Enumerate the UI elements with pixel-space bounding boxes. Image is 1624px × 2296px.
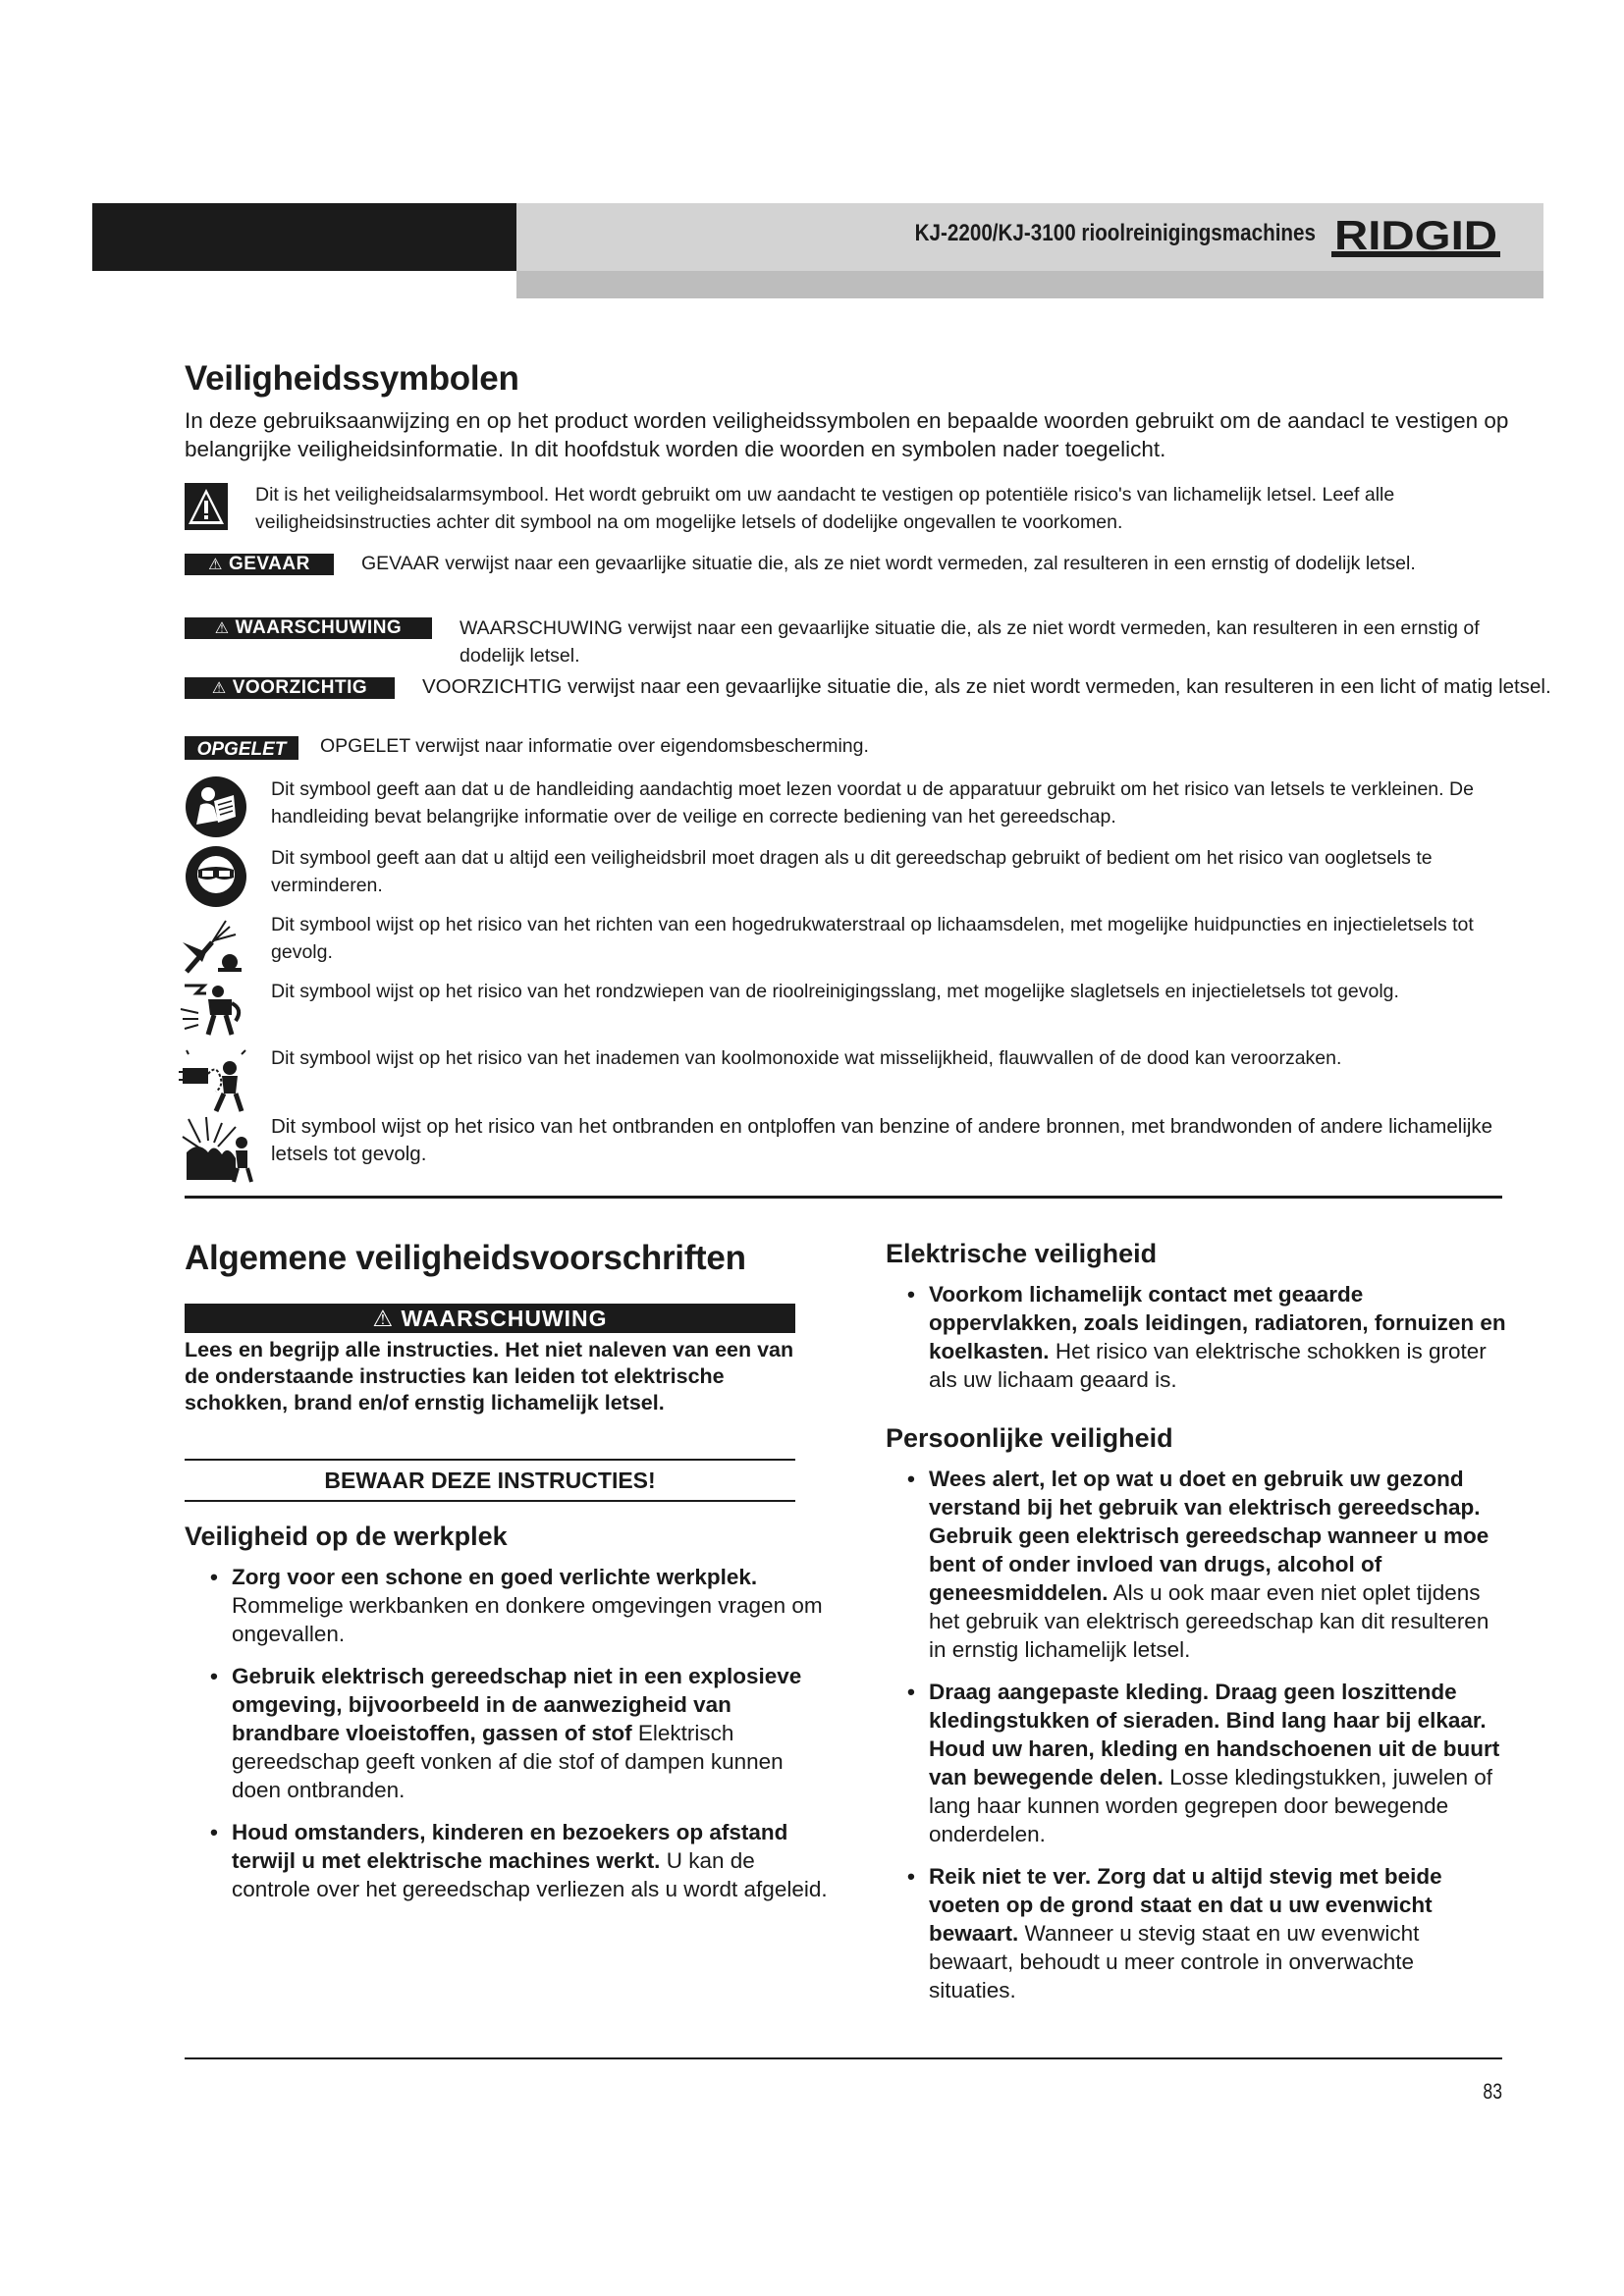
hose-whip-icon	[175, 976, 253, 1045]
water-jet-text: Dit symbool wijst op het risico van het richten van een hogedrukwaterstraal op lichaamsdelen, met mogelijke huidpuncties en injectieletsels tot gevolg.	[271, 914, 1474, 963]
signal-gevaar-label: ⚠ GEVAAR	[185, 554, 334, 575]
subheading-personal: Persoonlijke veiligheid	[886, 1423, 1173, 1453]
warning-triangle-icon: ⚠	[372, 1306, 402, 1331]
list-item: • Draag aangepaste kleding. Draag geen loszittende kledingstukken of sieraden. Bind lang haar bij elkaar. Houd uw haren, kleding en handschoenen uit de buurt van bewegende delen. Losse kledingstukken, juwelen of lang haar kunnen worden gegrepen door bewegende onderdelen.	[905, 1678, 1506, 1848]
ridgid-logo	[1331, 212, 1500, 259]
list-item: • Gebruik elektrisch gereedschap niet in een explosieve omgeving, bijvoorbeeld in de aanwezigheid van brandbare vloeistoffen, gassen of stof Elektrisch gereedschap geeft vonken af die stof of dampen kunnen doen ontbranden.	[208, 1662, 829, 1804]
safety-glasses-icon	[185, 844, 247, 914]
warning-text: Lees en begrijp alle instructies. Het niet naleven van een van de onderstaande instructies kan leiden tot elektrische schokken, brand en/of ernstig lichamelijk letsel.	[185, 1338, 794, 1415]
warning-triangle-icon: ⚠	[211, 680, 227, 697]
water-jet-icon	[179, 913, 249, 983]
header-title: KJ-2200/KJ-3100 rioolreinigingsmachines	[914, 220, 1316, 246]
subheading-electrical: Elektrische veiligheid	[886, 1239, 1158, 1268]
explosion-icon	[179, 1113, 255, 1189]
personal-list	[905, 1465, 1506, 2018]
safety-alert-icon	[185, 483, 228, 535]
warning-bar: ⚠ WAARSCHUWING	[185, 1304, 795, 1333]
hose-whip-text: Dit symbool wijst op het risico van het rondzwiepen van de rioolreinigingsslang, met mogelijke slagletsels en injectieletsels tot gevolg.	[271, 981, 1399, 1002]
signal-voorzichtig-text: VOORZICHTIG verwijst naar een gevaarlijke situatie die, als ze niet wordt vermeden, kan resulteren in een licht of matig letsel.	[422, 675, 1551, 698]
page-number: 83	[1483, 2079, 1502, 2104]
carbon-monoxide-icon	[177, 1046, 255, 1120]
list-item: • Zorg voor een schone en goed verlichte werkplek. Rommelige werkbanken en donkere omgevingen vragen om ongevallen.	[208, 1563, 829, 1648]
electrical-list	[905, 1280, 1506, 1408]
list-item: • Wees alert, let op wat u doet en gebruik uw gezond verstand bij het gebruik van elektrisch gereedschap. Gebruik geen elektrisch gereedschap wanneer u moe bent of onder invloed van drugs, alcohol of geneesmiddelen. Als u ook maar even niet oplet tijdens het gebruik van elektrisch gereedschap kan dit resulteren in ernstig lichamelijk letsel.	[905, 1465, 1506, 1664]
read-manual-icon	[185, 775, 247, 843]
section-heading-general: Algemene veiligheidsvoorschriften	[185, 1239, 746, 1277]
list-item: • Reik niet te ver. Zorg dat u altijd stevig met beide voeten op de grond staat en dat u uw evenwicht bewaart. Wanneer u stevig staat en uw evenwicht bewaart, behoudt u meer controle in onverwachte situaties.	[905, 1862, 1506, 2004]
signal-voorzichtig-label: ⚠ VOORZICHTIG	[185, 677, 395, 699]
safety-glasses-text: Dit symbool geeft aan dat u altijd een veiligheidsbril moet dragen als u dit gereedschap gebruikt of bedient om het risico van oogletsels te verminderen.	[271, 847, 1433, 896]
list-item: • Voorkom lichamelijk contact met geaarde oppervlakken, zoals leidingen, radiatoren, fornuizen en koelkasten. Het risico van elektrische schokken is groter als uw lichaam geaard is.	[905, 1280, 1506, 1394]
ridgid-logo-text: RIDGID	[1334, 212, 1497, 258]
workplace-list	[208, 1563, 829, 1917]
footer-rule	[185, 2057, 1502, 2059]
subheading-workplace: Veiligheid op de werkplek	[185, 1522, 508, 1551]
list-item: • Houd omstanders, kinderen en bezoekers op afstand terwijl u met elektrische machines werkt. U kan de controle over het gereedschap verliezen als u wordt afgeleid.	[208, 1818, 829, 1903]
signal-opgelet-label: OPGELET	[185, 736, 298, 760]
save-instructions-banner: BEWAAR DEZE INSTRUCTIES!	[185, 1459, 795, 1502]
explosion-text: Dit symbool wijst op het risico van het ontbranden en ontploffen van benzine of andere bronnen, met brandwonden of andere lichamelijke letsels tot gevolg.	[271, 1115, 1493, 1165]
section-heading-symbols: Veiligheidssymbolen	[185, 359, 519, 398]
read-manual-text: Dit symbool geeft aan dat u de handleiding aandachtig moet lezen voordat u de apparatuur gebruikt om het risico van letsels te verkleinen. De handleiding bevat belangrijke informatie over de veilige en correcte bediening van het gereedschap.	[271, 778, 1474, 828]
alert-description: Dit is het veiligheidsalarmsymbool. Het wordt gebruikt om uw aandacht te vestigen op potentiële risico's van lichamelijk letsel. Leef alle veiligheidsinstructies achter dit symbool na om mogelijke letsels of dodelijke ongevallen te voorkomen.	[255, 484, 1395, 533]
carbon-monoxide-text: Dit symbool wijst op het risico van het inademen van koolmonoxide wat misselijkheid, flauwvallen of de dood kan veroorzaken.	[271, 1047, 1342, 1069]
warning-triangle-icon: ⚠	[214, 620, 230, 637]
section-divider	[185, 1196, 1502, 1199]
signal-waarschuwing-text: WAARSCHUWING verwijst naar een gevaarlijke situatie die, als ze niet wordt vermeden, kan resulteren in een ernstig of dodelijk letsel.	[460, 617, 1480, 667]
signal-opgelet-text: OPGELET verwijst naar informatie over eigendomsbescherming.	[320, 735, 869, 757]
signal-waarschuwing-label: ⚠ WAARSCHUWING	[185, 617, 432, 639]
warning-triangle-icon: ⚠	[208, 557, 223, 573]
signal-gevaar-text: GEVAAR verwijst naar een gevaarlijke situatie die, als ze niet wordt vermeden, zal resulteren in een ernstig of dodelijk letsel.	[361, 553, 1416, 574]
header-black-band	[92, 203, 516, 271]
intro-paragraph: In deze gebruiksaanwijzing en op het product worden veiligheidssymbolen en bepaalde woorden gebruikt om de aandacl te vestigen op belangrijke veiligheidsinformatie. In dit hoofdstuk worden die woorden en symbolen nader toegelicht.	[185, 408, 1509, 461]
header-grey-band-lower	[516, 271, 1543, 298]
